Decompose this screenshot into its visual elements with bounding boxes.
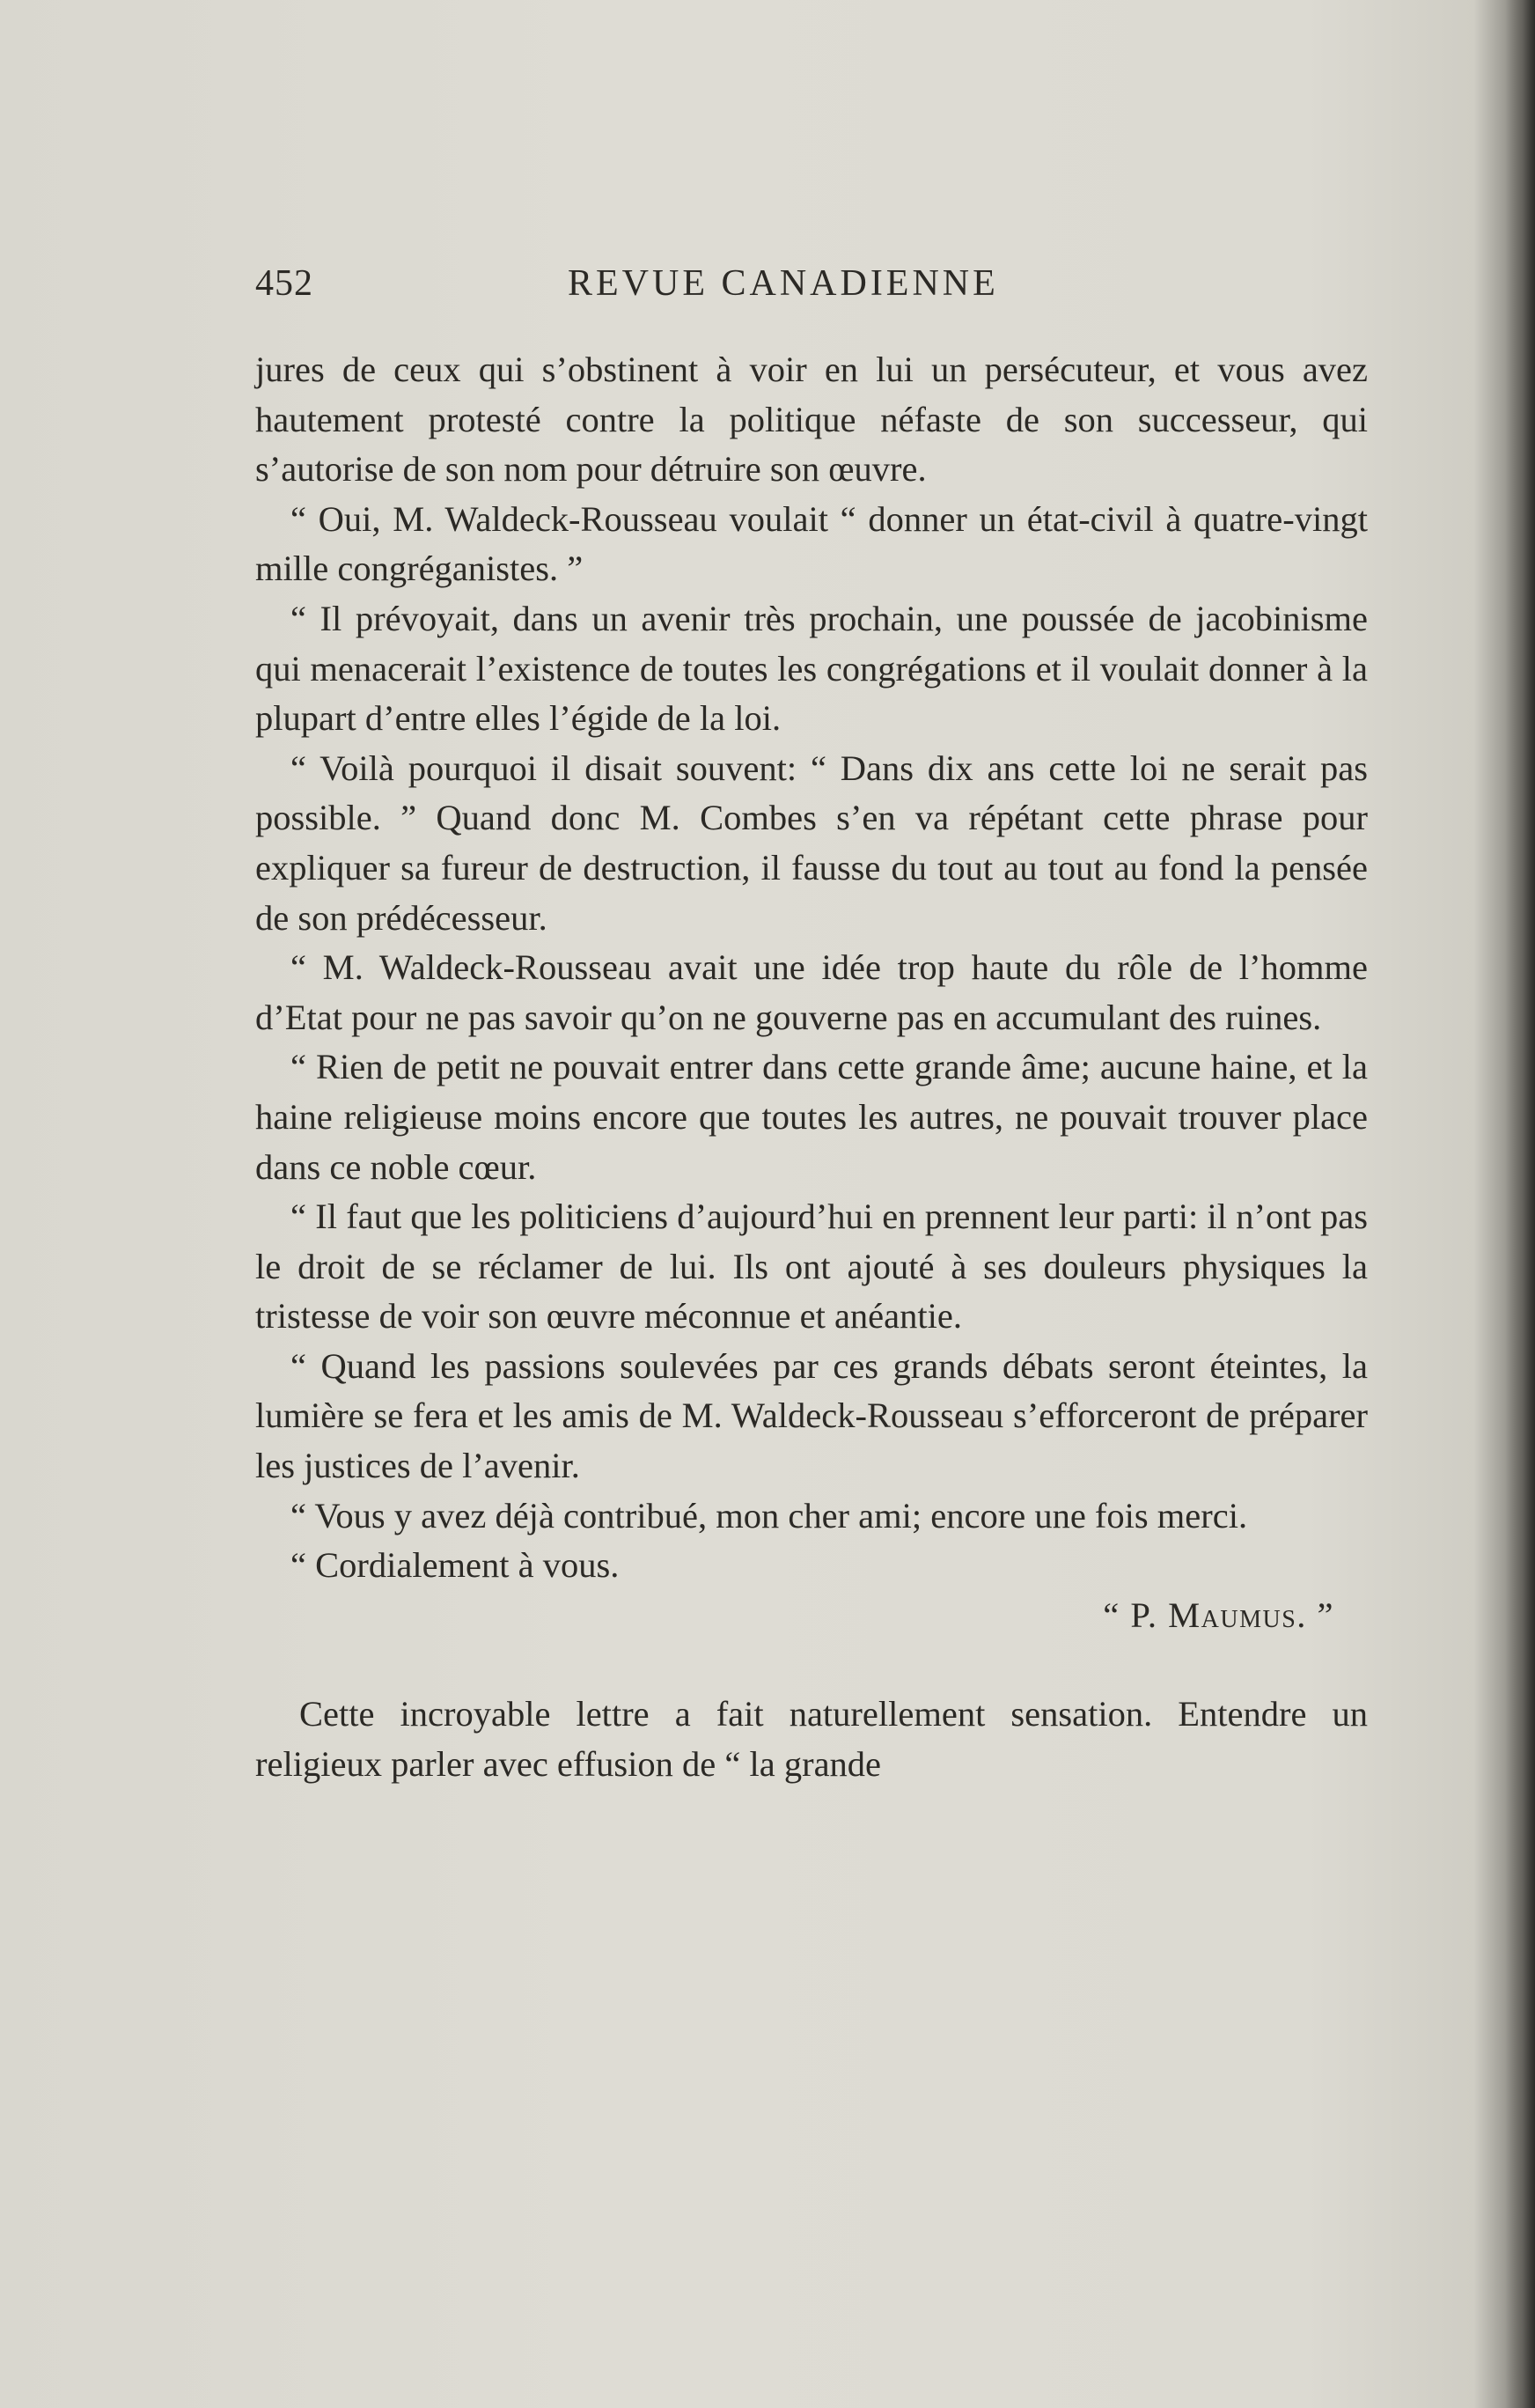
paragraph: “ Vous y avez déjà contribué, mon cher ami; encore une fois merci. xyxy=(290,1495,1248,1535)
signature: “ P. Maumus. ” xyxy=(1103,1594,1334,1635)
paragraph: “ Oui, M. Waldeck-Rousseau voulait “ donner un état-civil à quatre-vingt mille congréganistes. ” xyxy=(255,498,1368,589)
running-head xyxy=(255,262,1371,315)
section-gap xyxy=(255,1640,1368,1690)
paragraph-continued: jures de ceux qui s’obstinent à voir en lui un persécuteur, et vous avez hautement protesté contre la politique néfaste de son successeur, qui s’autorise de son nom pour détruire son œuvre. xyxy=(255,350,1368,490)
paragraph: “ Il prévoyait, dans un avenir très prochain, une poussée de jacobinisme qui menacerait l’existence de toutes les congrégations et il voulait donner à la plupart d’entre elles l’égide de la loi. xyxy=(255,598,1368,739)
paragraph: “ Rien de petit ne pouvait entrer dans cette grande âme; aucune haine, et la haine religieuse moins encore que toutes les autres, ne pouvait trouver place dans ce noble cœur. xyxy=(255,1047,1368,1187)
paragraph: “ Voilà pourquoi il disait souvent: “ Dans dix ans cette loi ne serait pas possible. ” Quand donc M. Combes s’en va répétant cette phrase pour expliquer sa fureur de destruction, il fausse du tout au tout au fond la pensée de son prédécesseur. xyxy=(255,747,1368,938)
closing-paragraph: Cette incroyable lettre a fait naturellement sensation. Entendre un religieux parler avec effusion de “ la grande xyxy=(255,1694,1368,1785)
body-text xyxy=(255,345,1368,1790)
paragraph: “ Cordialement à vous. xyxy=(290,1545,620,1586)
paragraph: “ Quand les passions soulevées par ces grands débats seront éteintes, la lumière se fera et les amis de M. Waldeck-Rousseau s’efforceront de préparer les justices de l’avenir. xyxy=(255,1345,1368,1486)
page-number: 452 xyxy=(255,263,313,304)
paragraph: “ M. Waldeck-Rousseau avait une idée trop haute du rôle de l’homme d’Etat pour ne pas savoir qu’on ne gouverne pas en accumulant des ruines. xyxy=(255,947,1368,1037)
binding-edge-shadow xyxy=(1505,0,1535,2408)
journal-title: REVUE CANADIENNE xyxy=(568,263,999,304)
paragraph: “ Il faut que les politiciens d’aujourd’hui en prennent leur parti: il n’ont pas le droit de se réclamer de lui. Ils ont ajouté à ses douleurs physiques la tristesse de voir son œuvre méconnue et anéantie. xyxy=(255,1197,1368,1337)
